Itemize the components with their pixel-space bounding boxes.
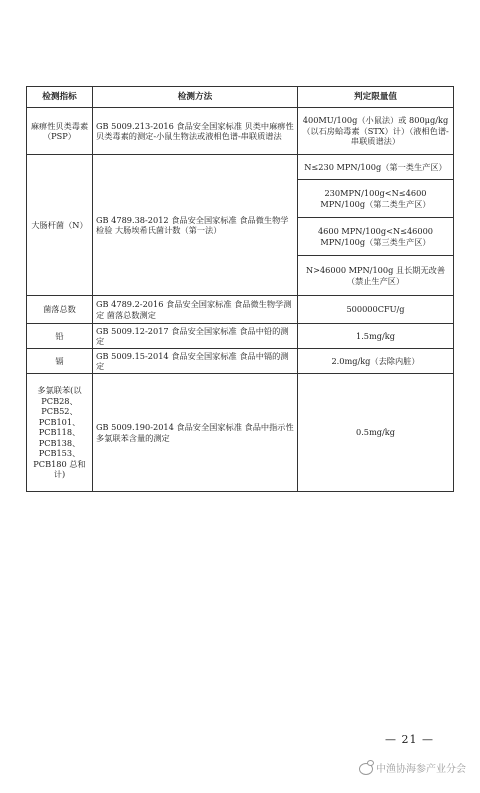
- ecoli-method: GB 4789.38-2012 食品安全国家标准 食品微生物学检验 大肠埃希氏菌计数（第一法）: [93, 155, 298, 296]
- cadmium-limit: 2.0mg/kg（去除内脏）: [298, 349, 454, 374]
- lead-limit: 1.5mg/kg: [298, 324, 454, 349]
- table-row-ecoli: [27, 155, 454, 180]
- table-row-colony: [27, 296, 454, 324]
- standards-table: [26, 86, 454, 492]
- psp-limit: 400MU/100g（小鼠法）或 800μg/kg（以石房蛤毒素（STX）计）（液相色谱-串联质谱法）: [298, 108, 454, 155]
- watermark-text: 中渔协海参产业分会: [376, 764, 466, 775]
- cadmium-indicator: 镉: [27, 349, 93, 374]
- header-method: 检测方法: [93, 87, 298, 108]
- table-row-psp: [27, 108, 454, 155]
- psp-method: GB 5009.213-2016 食品安全国家标准 贝类中麻痹性贝类毒素的测定-小鼠生物法或液相色谱-串联质谱法: [93, 108, 298, 155]
- ecoli-limit-1: N≤230 MPN/100g（第一类生产区）: [298, 155, 454, 180]
- ecoli-limit-2: 230MPN/100g<N≤4600 MPN/100g（第二类生产区）: [298, 180, 454, 218]
- table-row-lead: [27, 324, 454, 349]
- ecoli-limit-4: N>46000 MPN/100g 且长期无改善（禁止生产区）: [298, 256, 454, 296]
- lead-method: GB 5009.12-2017 食品安全国家标准 食品中铅的测定: [93, 324, 298, 349]
- header-indicator: 检测指标: [27, 87, 93, 108]
- pcb-limit: 0.5mg/kg: [298, 374, 454, 492]
- table-row-pcb: [27, 374, 454, 492]
- table-row-cadmium: [27, 349, 454, 374]
- psp-indicator: 麻痹性贝类毒素（PSP）: [27, 108, 93, 155]
- ecoli-limit-3: 4600 MPN/100g<N≤46000 MPN/100g（第三类生产区）: [298, 218, 454, 256]
- pcb-indicator: 多氯联苯(以 PCB28、PCB52、PCB101、PCB118、PCB138、PCB153、PCB180 总和计): [27, 374, 93, 492]
- colony-method: GB 4789.2-2016 食品安全国家标准 食品微生物学测定 菌落总数测定: [93, 296, 298, 324]
- ecoli-indicator: 大肠杆菌（N）: [27, 155, 93, 296]
- wechat-icon: [359, 763, 373, 775]
- cadmium-method: GB 5009.15-2014 食品安全国家标准 食品中镉的测定: [93, 349, 298, 374]
- watermark: [359, 760, 466, 775]
- colony-indicator: 菌落总数: [27, 296, 93, 324]
- table-header-row: [27, 87, 454, 108]
- header-limit: 判定限量值: [298, 87, 454, 108]
- page-number: — 21 —: [385, 733, 434, 746]
- lead-indicator: 铅: [27, 324, 93, 349]
- pcb-method: GB 5009.190-2014 食品安全国家标准 食品中指示性多氯联苯含量的测定: [93, 374, 298, 492]
- colony-limit: 500000CFU/g: [298, 296, 454, 324]
